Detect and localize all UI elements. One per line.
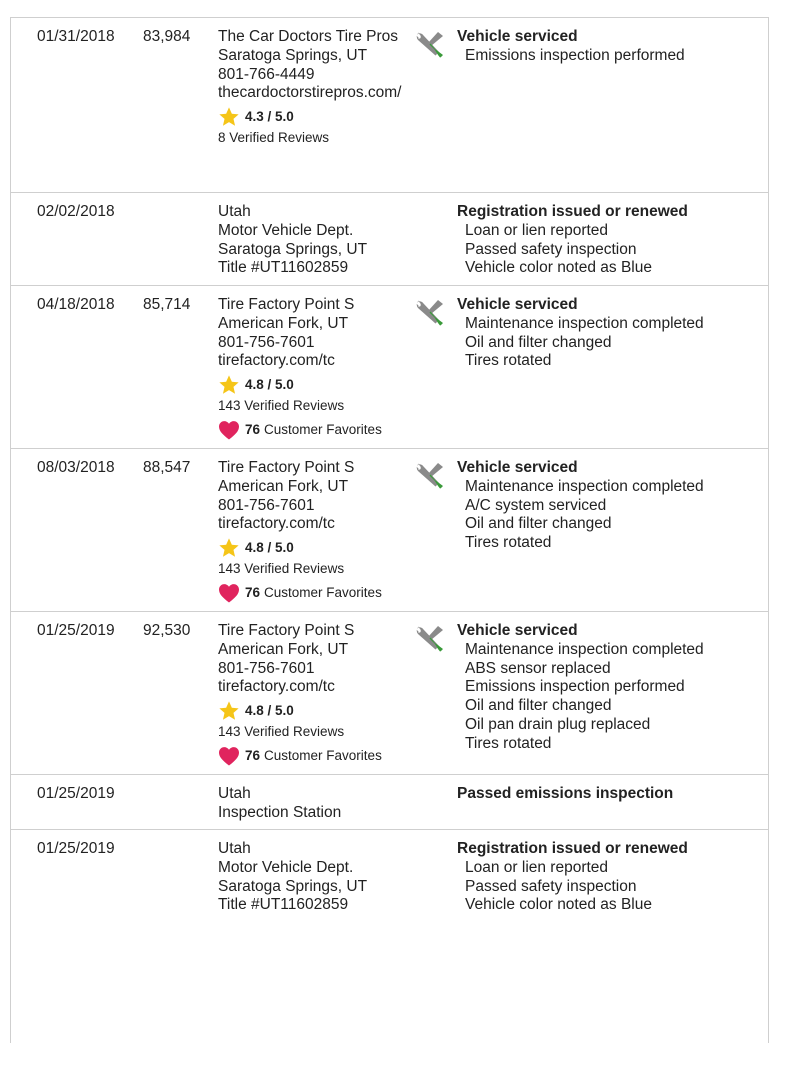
- record-details: [457, 203, 762, 278]
- source-line: Saratoga Springs, UT: [218, 877, 368, 895]
- star-icon: [218, 537, 240, 559]
- record-source: [218, 840, 413, 915]
- source-line: Title #UT11602859: [218, 259, 349, 277]
- favorites-label: Customer Favorites: [264, 421, 382, 437]
- record-title: Vehicle serviced: [457, 622, 578, 639]
- heart-icon: [218, 746, 240, 766]
- source-line: Utah: [218, 203, 251, 220]
- rating: [218, 537, 413, 559]
- record-source: [218, 459, 413, 604]
- record-odometer: 92,530: [143, 622, 191, 639]
- record-title: Registration issued or renewed: [457, 840, 688, 857]
- source-line: Motor Vehicle Dept.: [218, 221, 354, 239]
- history-record-row: [11, 193, 768, 286]
- source-website-link[interactable]: tirefactory.com/tc: [218, 352, 335, 370]
- record-detail-item: Oil and filter changed: [465, 333, 612, 351]
- record-date: 08/03/2018: [37, 459, 115, 476]
- source-line: 801-756-7601: [218, 496, 315, 514]
- source-line: Saratoga Springs, UT: [218, 240, 368, 258]
- source-line: Inspection Station: [218, 803, 342, 821]
- record-details: [457, 459, 762, 553]
- record-detail-item: Tires rotated: [465, 352, 552, 370]
- record-odometer: 83,984: [143, 28, 191, 45]
- favorites-count: 76: [245, 421, 261, 437]
- verified-reviews-link[interactable]: 143 Verified Reviews: [218, 724, 345, 740]
- rating: [218, 106, 413, 128]
- rating-value: 4.8 / 5.0: [245, 539, 294, 555]
- source-line: 801-756-7601: [218, 659, 315, 677]
- record-details: [457, 785, 762, 804]
- record-detail-item: Maintenance inspection completed: [465, 640, 704, 658]
- history-record-row: [11, 830, 768, 922]
- history-record-row: [11, 775, 768, 830]
- record-date: 01/25/2019: [37, 840, 115, 857]
- record-detail-item: Oil pan drain plug replaced: [465, 715, 651, 733]
- history-record-row: [11, 18, 768, 193]
- record-title: Registration issued or renewed: [457, 203, 688, 220]
- record-date: 04/18/2018: [37, 296, 115, 313]
- source-line: Title #UT11602859: [218, 896, 349, 914]
- customer-favorites: [218, 745, 413, 767]
- record-detail-item: Loan or lien reported: [465, 221, 609, 239]
- record-odometer: 85,714: [143, 296, 191, 313]
- heart-icon: [218, 583, 240, 603]
- record-detail-item: Tires rotated: [465, 734, 552, 752]
- source-line: 801-756-7601: [218, 333, 315, 351]
- record-detail-item: Emissions inspection performed: [465, 678, 685, 696]
- source-website-link[interactable]: tirefactory.com/tc: [218, 678, 335, 696]
- source-line: Tire Factory Point S: [218, 296, 355, 313]
- record-title: Vehicle serviced: [457, 28, 578, 45]
- history-rows: [11, 18, 768, 922]
- source-line: Tire Factory Point S: [218, 622, 355, 639]
- record-detail-item: Passed safety inspection: [465, 877, 637, 895]
- rating-value: 4.8 / 5.0: [245, 376, 294, 392]
- record-source: [218, 203, 413, 278]
- source-line: 801-766-4449: [218, 65, 315, 83]
- record-date: 01/25/2019: [37, 785, 115, 802]
- record-source: [218, 28, 413, 148]
- source-line: American Fork, UT: [218, 477, 349, 495]
- heart-icon: [218, 420, 240, 440]
- record-date: 02/02/2018: [37, 203, 115, 220]
- record-details: [457, 840, 762, 915]
- record-detail-item: Loan or lien reported: [465, 858, 609, 876]
- rating: [218, 700, 413, 722]
- star-icon: [218, 700, 240, 722]
- favorites-count: 76: [245, 584, 261, 600]
- rating: [218, 374, 413, 396]
- record-detail-item: Emissions inspection performed: [465, 46, 685, 64]
- record-source: [218, 785, 413, 823]
- verified-reviews-link[interactable]: 143 Verified Reviews: [218, 561, 345, 577]
- record-date: 01/25/2019: [37, 622, 115, 639]
- record-detail-item: Oil and filter changed: [465, 515, 612, 533]
- rating-value: 4.8 / 5.0: [245, 702, 294, 718]
- wrench-screwdriver-icon: [415, 624, 445, 654]
- source-line: American Fork, UT: [218, 314, 349, 332]
- source-line: Utah: [218, 785, 251, 802]
- history-record-row: [11, 286, 768, 449]
- source-website-link[interactable]: thecardoctorstirepros.com/: [218, 84, 402, 102]
- wrench-screwdriver-icon: [415, 298, 445, 328]
- customer-favorites: [218, 582, 413, 604]
- record-details: [457, 28, 762, 66]
- source-line: Tire Factory Point S: [218, 459, 355, 476]
- history-record-row: [11, 449, 768, 612]
- record-source: [218, 296, 413, 441]
- source-line: Utah: [218, 840, 251, 857]
- star-icon: [218, 374, 240, 396]
- record-details: [457, 296, 762, 371]
- wrench-screwdriver-icon: [415, 30, 445, 60]
- customer-favorites: [218, 419, 413, 441]
- rating-value: 4.3 / 5.0: [245, 108, 294, 124]
- verified-reviews-link[interactable]: 8 Verified Reviews: [218, 130, 330, 146]
- star-icon: [218, 106, 240, 128]
- source-line: American Fork, UT: [218, 640, 349, 658]
- history-record-row: [11, 612, 768, 775]
- record-detail-item: Passed safety inspection: [465, 240, 637, 258]
- wrench-screwdriver-icon: [415, 461, 445, 491]
- record-details: [457, 622, 762, 754]
- favorites-label: Customer Favorites: [264, 747, 382, 763]
- favorites-label: Customer Favorites: [264, 584, 382, 600]
- source-line: Saratoga Springs, UT: [218, 46, 368, 64]
- source-line: The Car Doctors Tire Pros: [218, 28, 399, 45]
- source-website-link[interactable]: tirefactory.com/tc: [218, 515, 335, 533]
- record-detail-item: Vehicle color noted as Blue: [465, 896, 652, 914]
- record-detail-item: Vehicle color noted as Blue: [465, 259, 652, 277]
- record-odometer: 88,547: [143, 459, 191, 476]
- record-title: Vehicle serviced: [457, 459, 578, 476]
- record-detail-item: ABS sensor replaced: [465, 659, 611, 677]
- record-detail-item: Maintenance inspection completed: [465, 314, 704, 332]
- history-table: [10, 17, 769, 1043]
- record-detail-item: Tires rotated: [465, 534, 552, 552]
- source-line: Motor Vehicle Dept.: [218, 858, 354, 876]
- record-title: Vehicle serviced: [457, 296, 578, 313]
- favorites-count: 76: [245, 747, 261, 763]
- record-detail-item: Maintenance inspection completed: [465, 477, 704, 495]
- verified-reviews-link[interactable]: 143 Verified Reviews: [218, 398, 345, 414]
- record-title: Passed emissions inspection: [457, 785, 674, 802]
- record-date: 01/31/2018: [37, 28, 115, 45]
- record-detail-item: Oil and filter changed: [465, 697, 612, 715]
- record-source: [218, 622, 413, 767]
- record-detail-item: A/C system serviced: [465, 496, 607, 514]
